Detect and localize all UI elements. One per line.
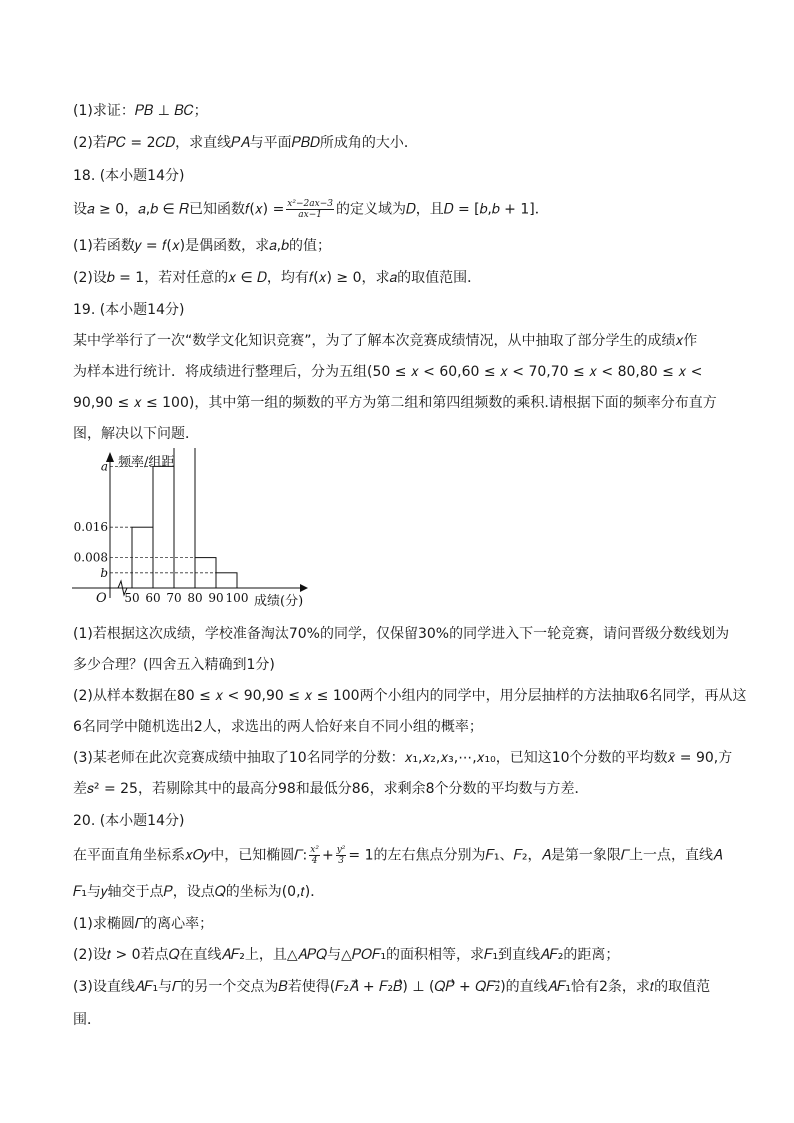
q20-part3-line2: 围．: [73, 1012, 101, 1028]
q18-frac-num: x²−2ax−3: [287, 199, 333, 209]
q18-part2: (2)设𝑏 = 1，若对任意的𝑥 ∈ 𝐷，均有𝑓(𝑥) ≥ 0，求𝑎的取值范围．: [73, 270, 482, 286]
q20-stem-line2: 𝐹₁与𝑦轴交于点𝑃，设点𝑄的坐标为(0,𝑡)．: [73, 884, 325, 900]
x-tick-label: 50: [124, 591, 140, 605]
q18-header: 18. (本小题14分): [73, 168, 185, 184]
q18-frac-den: ax−1: [298, 210, 322, 220]
q18-fraction: [286, 199, 334, 220]
q20-header: 20. (本小题14分): [73, 813, 185, 829]
q17-part1: (1)求证：𝑃𝐵 ⊥ 𝐵𝐶；: [73, 103, 208, 119]
x-axis-label: 成绩(分): [254, 594, 304, 609]
q19-header: 19. (本小题14分): [73, 302, 185, 318]
y-tick-label: a: [100, 459, 108, 474]
q20-stem-a: 在平面直角坐标系𝑥𝑂𝑦中，已知椭圆𝛤:: [73, 847, 308, 864]
q19-part1-line2: 多少合理？(四舍五入精确到1分): [73, 657, 275, 673]
q17-part2: (2)若𝑃𝐶 = 2𝐶𝐷，求直线𝑃𝐴与平面𝑃𝐵𝐷所成角的大小．: [73, 135, 418, 151]
x-tick-label: 80: [187, 591, 203, 605]
q19-stem-line4: 图，解决以下问题．: [73, 426, 199, 442]
q20-part3-line1: (3)设直线𝐴𝐹₁与𝛤的另一个交点为𝐵若使得(𝐹₂𝐴⃗ + 𝐹₂𝐵⃗) ⊥ (𝑄𝑃⃗ + 𝑄𝐹₂⃗)的直线𝐴𝐹₁恰有2条，求𝑡的取值范: [73, 979, 711, 995]
frequency-histogram: [70, 448, 320, 616]
q20-frac2-den: 3: [338, 856, 344, 866]
y-tick-label: b: [100, 565, 108, 580]
x-axis-arrow: [300, 584, 308, 592]
q20-part1: (1)求椭圆𝛤的离心率；: [73, 916, 214, 932]
q18-stem: [73, 199, 724, 220]
q18-part1: (1)若函数𝑦 = 𝑓(𝑥)是偶函数，求𝑎,𝑏的值；: [73, 238, 331, 254]
q19-part1-line1: (1)若根据这次成绩，学校准备淘汰70%的同学，仅保留30%的同学进入下一轮竞赛，请问晋级分数线划为: [73, 626, 730, 642]
histogram-bar: [216, 573, 237, 588]
q18-stem-a: 设𝑎 ≥ 0，𝑎,𝑏 ∈ 𝑅已知函数𝑓(𝑥) =: [73, 201, 285, 218]
x-tick-labels: [124, 591, 248, 605]
q20-fraction-x: [309, 845, 320, 866]
q19-part3-line1: (3)某老师在此次竞赛成绩中抽取了10名同学的分数：𝑥₁,𝑥₂,𝑥₃,⋯,𝑥₁₀，已知这10个分数的平均数𝑥̄ = 90,方: [73, 750, 733, 766]
q20-frac1-den: 4: [311, 856, 318, 866]
q19-part2-line2: 6名同学中随机选出2人，求选出的两人恰好来自不同小组的概率；: [73, 719, 483, 735]
x-tick-label: 60: [145, 591, 161, 605]
q19-part2-line1: (2)从样本数据在80 ≤ 𝑥 < 90,90 ≤ 𝑥 ≤ 100两个小组内的同学中，用分层抽样的方法抽取6名同学，再从这: [73, 688, 747, 704]
y-tick-label: 0.016: [73, 520, 108, 535]
x-tick-label: 70: [166, 591, 182, 605]
q20-stem-line1: [73, 845, 724, 866]
q20-part2: (2)设𝑡 > 0若点𝑄在直线𝐴𝐹₂上，且△𝐴𝑃𝑄与△𝑃𝑂𝐹₁的面积相等，求𝐹₁到直线𝐴𝐹₂的距离；: [73, 947, 620, 963]
q20-frac1-num: x²: [310, 845, 319, 855]
origin-label: O: [96, 591, 107, 606]
q19-stem-line3: 90,90 ≤ 𝑥 ≤ 100)，其中第一组的频数的平方为第二组和第四组频数的乘积.请根据下面的频率分布直方: [73, 395, 717, 411]
q19-stem-line2: 为样本进行统计．将成绩进行整理后，分为五组(50 ≤ 𝑥 < 60,60 ≤ 𝑥 < 70,70 ≤ 𝑥 < 80,80 ≤ 𝑥 <: [73, 364, 703, 380]
x-tick-label: 100: [225, 591, 249, 605]
y-tick-labels: [74, 448, 108, 580]
y-tick-label: 0.008: [73, 550, 108, 565]
y-axis-label: 频率/组距: [118, 455, 175, 470]
q18-stem-b: 的定义域为𝐷，且𝐷 = [𝑏,𝑏 + 1]．: [335, 201, 549, 218]
q20-frac2-num: y²: [336, 845, 346, 855]
x-tick-label: 90: [208, 591, 224, 605]
q20-fraction-y: [336, 845, 347, 866]
q19-part3-line2: 差𝑠² = 25，若剔除其中的最高分98和最低分86，求剩余8个分数的平均数与方差．: [73, 781, 589, 797]
q19-stem-line1: 某中学举行了一次“数学文化知识竞赛”，为了了解本次竞赛成绩情况，从中抽取了部分学生的成绩𝑥作: [73, 333, 698, 349]
histogram-bar: [174, 448, 195, 588]
histogram-bar: [153, 466, 174, 588]
q20-plus: +: [321, 847, 334, 864]
q20-stem-b: = 1的左右焦点分别为𝐹₁、𝐹₂，𝐴是第一象限𝛤上一点，直线𝐴: [348, 847, 723, 864]
